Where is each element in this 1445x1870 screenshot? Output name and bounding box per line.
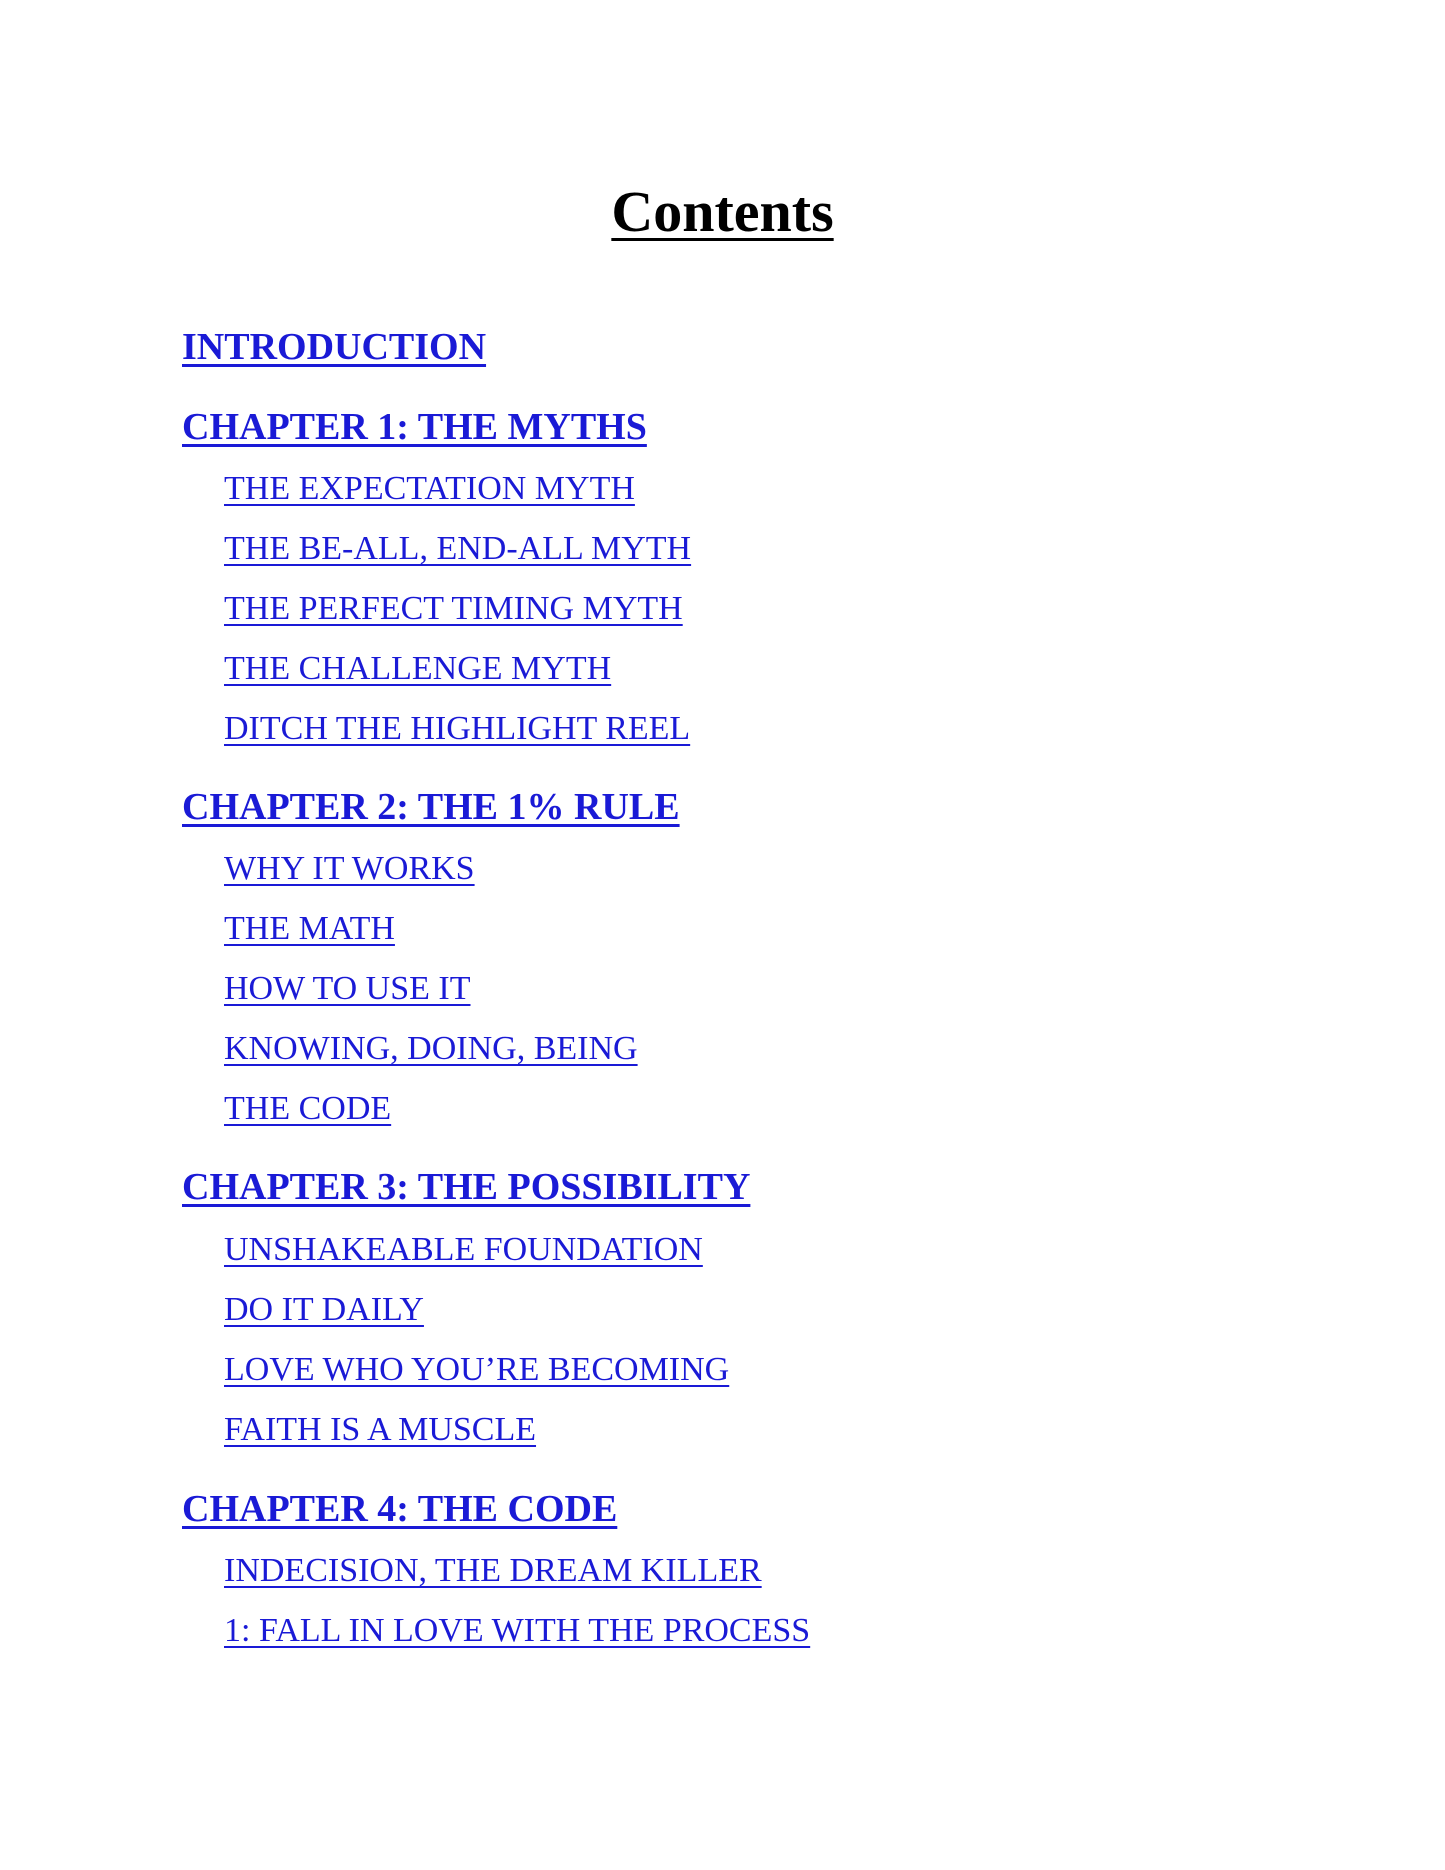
toc-link-chapter-4[interactable]: CHAPTER 4: THE CODE	[182, 1488, 618, 1530]
toc-link-perfect-timing-myth[interactable]: THE PERFECT TIMING MYTH	[224, 590, 683, 627]
toc-link-chapter-3[interactable]: CHAPTER 3: THE POSSIBILITY	[182, 1166, 751, 1208]
page-title: Contents	[611, 179, 834, 244]
toc-link-unshakeable-foundation[interactable]: UNSHAKEABLE FOUNDATION	[224, 1231, 703, 1268]
toc-link-chapter-2[interactable]: CHAPTER 2: THE 1% RULE	[182, 786, 680, 828]
toc-link-knowing-doing-being[interactable]: KNOWING, DOING, BEING	[224, 1030, 638, 1067]
toc-link-expectation-myth[interactable]: THE EXPECTATION MYTH	[224, 470, 635, 507]
toc-link-challenge-myth[interactable]: THE CHALLENGE MYTH	[224, 650, 612, 687]
toc-link-fall-in-love-with-process[interactable]: 1: FALL IN LOVE WITH THE PROCESS	[224, 1612, 811, 1649]
toc-link-the-math[interactable]: THE MATH	[224, 910, 395, 947]
toc-link-ditch-highlight-reel[interactable]: DITCH THE HIGHLIGHT REEL	[224, 710, 691, 747]
toc-link-love-who-youre-becoming[interactable]: LOVE WHO YOU’RE BECOMING	[224, 1351, 730, 1388]
toc-link-do-it-daily[interactable]: DO IT DAILY	[224, 1291, 424, 1328]
toc-link-the-code[interactable]: THE CODE	[224, 1090, 392, 1127]
toc-link-chapter-1[interactable]: CHAPTER 1: THE MYTHS	[182, 406, 647, 448]
toc-link-be-all-end-all-myth[interactable]: THE BE-ALL, END-ALL MYTH	[224, 530, 692, 567]
toc-link-faith-is-a-muscle[interactable]: FAITH IS A MUSCLE	[224, 1411, 537, 1448]
toc-link-why-it-works[interactable]: WHY IT WORKS	[224, 850, 475, 887]
toc-link-introduction[interactable]: INTRODUCTION	[182, 326, 487, 368]
toc-link-how-to-use-it[interactable]: HOW TO USE IT	[224, 970, 471, 1007]
toc-link-indecision-dream-killer[interactable]: INDECISION, THE DREAM KILLER	[224, 1552, 762, 1589]
